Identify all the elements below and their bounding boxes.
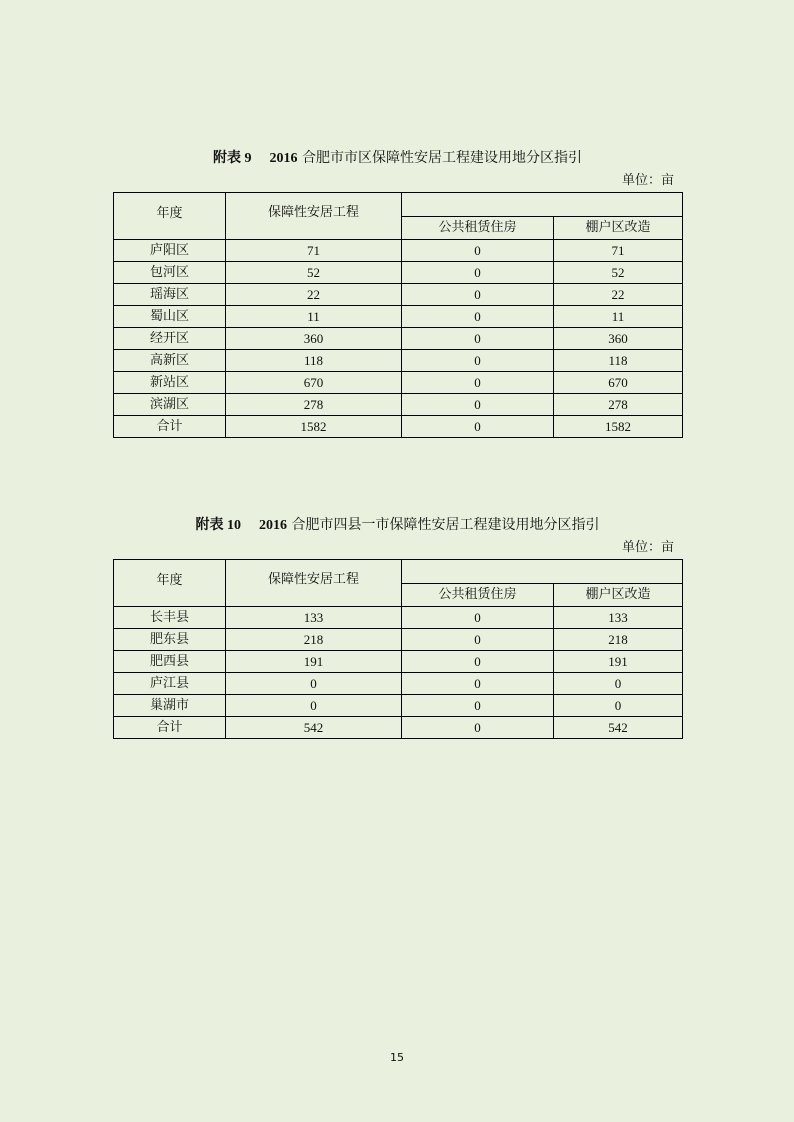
table10-unit: 单位：亩 xyxy=(621,540,674,555)
district-cell: 长丰县 xyxy=(114,607,226,629)
header-total: 保障性安居工程 xyxy=(226,193,402,240)
table-row xyxy=(114,306,683,328)
table10-section xyxy=(113,513,682,739)
rental-cell: 0 xyxy=(402,651,554,673)
page-number: 15 xyxy=(390,1051,404,1064)
district-cell: 新站区 xyxy=(114,372,226,394)
district-cell: 合计 xyxy=(114,416,226,438)
header-total: 保障性安居工程 xyxy=(226,560,402,607)
total-cell: 360 xyxy=(226,328,402,350)
header-year: 年度 xyxy=(114,193,226,240)
table10-year: 2016 xyxy=(259,518,288,533)
district-cell: 庐江县 xyxy=(114,673,226,695)
district-cell: 滨湖区 xyxy=(114,394,226,416)
header-year: 年度 xyxy=(114,560,226,607)
table-row xyxy=(114,262,683,284)
rental-cell: 0 xyxy=(402,372,554,394)
rental-cell: 0 xyxy=(402,416,554,438)
table-row xyxy=(114,394,683,416)
table10-label: 附表 10 xyxy=(195,518,242,533)
rental-cell: 0 xyxy=(402,394,554,416)
renovation-cell: 11 xyxy=(554,306,683,328)
total-cell: 278 xyxy=(226,394,402,416)
table-row xyxy=(114,328,683,350)
rental-cell: 0 xyxy=(402,717,554,739)
table-row xyxy=(114,673,683,695)
header-rental: 公共租赁住房 xyxy=(402,583,554,607)
district-cell: 庐阳区 xyxy=(114,240,226,262)
district-cell: 包河区 xyxy=(114,262,226,284)
table-row xyxy=(114,416,683,438)
table10-body xyxy=(114,607,683,739)
renovation-cell: 191 xyxy=(554,651,683,673)
rental-cell: 0 xyxy=(402,262,554,284)
table9-unit: 单位：亩 xyxy=(621,173,674,188)
renovation-cell: 542 xyxy=(554,717,683,739)
total-cell: 542 xyxy=(226,717,402,739)
total-cell: 133 xyxy=(226,607,402,629)
total-cell: 71 xyxy=(226,240,402,262)
table10 xyxy=(113,559,683,739)
renovation-cell: 1582 xyxy=(554,416,683,438)
rental-cell: 0 xyxy=(402,673,554,695)
total-cell: 22 xyxy=(226,284,402,306)
header-renovation: 棚户区改造 xyxy=(554,216,683,240)
table9-body xyxy=(114,240,683,438)
table10-caption xyxy=(113,513,682,537)
total-cell: 218 xyxy=(226,629,402,651)
header-rental: 公共租赁住房 xyxy=(402,216,554,240)
renovation-cell: 278 xyxy=(554,394,683,416)
table9-section xyxy=(113,146,682,438)
total-cell: 191 xyxy=(226,651,402,673)
district-cell: 肥西县 xyxy=(114,651,226,673)
rental-cell: 0 xyxy=(402,607,554,629)
district-cell: 合计 xyxy=(114,717,226,739)
rental-cell: 0 xyxy=(402,284,554,306)
renovation-cell: 360 xyxy=(554,328,683,350)
header-group xyxy=(402,560,683,584)
table9-caption xyxy=(113,146,682,170)
district-cell: 瑶海区 xyxy=(114,284,226,306)
renovation-cell: 0 xyxy=(554,695,683,717)
rental-cell: 0 xyxy=(402,350,554,372)
rental-cell: 0 xyxy=(402,695,554,717)
table9-label: 附表 9 xyxy=(213,151,252,166)
table-row xyxy=(114,350,683,372)
rental-cell: 0 xyxy=(402,240,554,262)
renovation-cell: 52 xyxy=(554,262,683,284)
table9-year: 2016 xyxy=(269,151,298,166)
renovation-cell: 0 xyxy=(554,673,683,695)
renovation-cell: 71 xyxy=(554,240,683,262)
total-cell: 118 xyxy=(226,350,402,372)
table-row xyxy=(114,240,683,262)
rental-cell: 0 xyxy=(402,328,554,350)
table-row xyxy=(114,629,683,651)
table-row xyxy=(114,695,683,717)
rental-cell: 0 xyxy=(402,629,554,651)
table10-title: 合肥市四县一市保障性安居工程建设用地分区指引 xyxy=(291,517,600,533)
header-renovation: 棚户区改造 xyxy=(554,583,683,607)
renovation-cell: 22 xyxy=(554,284,683,306)
table-row xyxy=(114,651,683,673)
district-cell: 经开区 xyxy=(114,328,226,350)
header-group xyxy=(402,193,683,217)
total-cell: 0 xyxy=(226,695,402,717)
renovation-cell: 218 xyxy=(554,629,683,651)
renovation-cell: 133 xyxy=(554,607,683,629)
table-row xyxy=(114,607,683,629)
total-cell: 11 xyxy=(226,306,402,328)
district-cell: 肥东县 xyxy=(114,629,226,651)
total-cell: 1582 xyxy=(226,416,402,438)
table-row xyxy=(114,717,683,739)
district-cell: 巢湖市 xyxy=(114,695,226,717)
district-cell: 高新区 xyxy=(114,350,226,372)
rental-cell: 0 xyxy=(402,306,554,328)
renovation-cell: 670 xyxy=(554,372,683,394)
table9 xyxy=(113,192,683,438)
table-row xyxy=(114,284,683,306)
district-cell: 蜀山区 xyxy=(114,306,226,328)
table9-title: 合肥市市区保障性安居工程建设用地分区指引 xyxy=(301,150,582,166)
total-cell: 52 xyxy=(226,262,402,284)
renovation-cell: 118 xyxy=(554,350,683,372)
total-cell: 0 xyxy=(226,673,402,695)
total-cell: 670 xyxy=(226,372,402,394)
table-row xyxy=(114,372,683,394)
